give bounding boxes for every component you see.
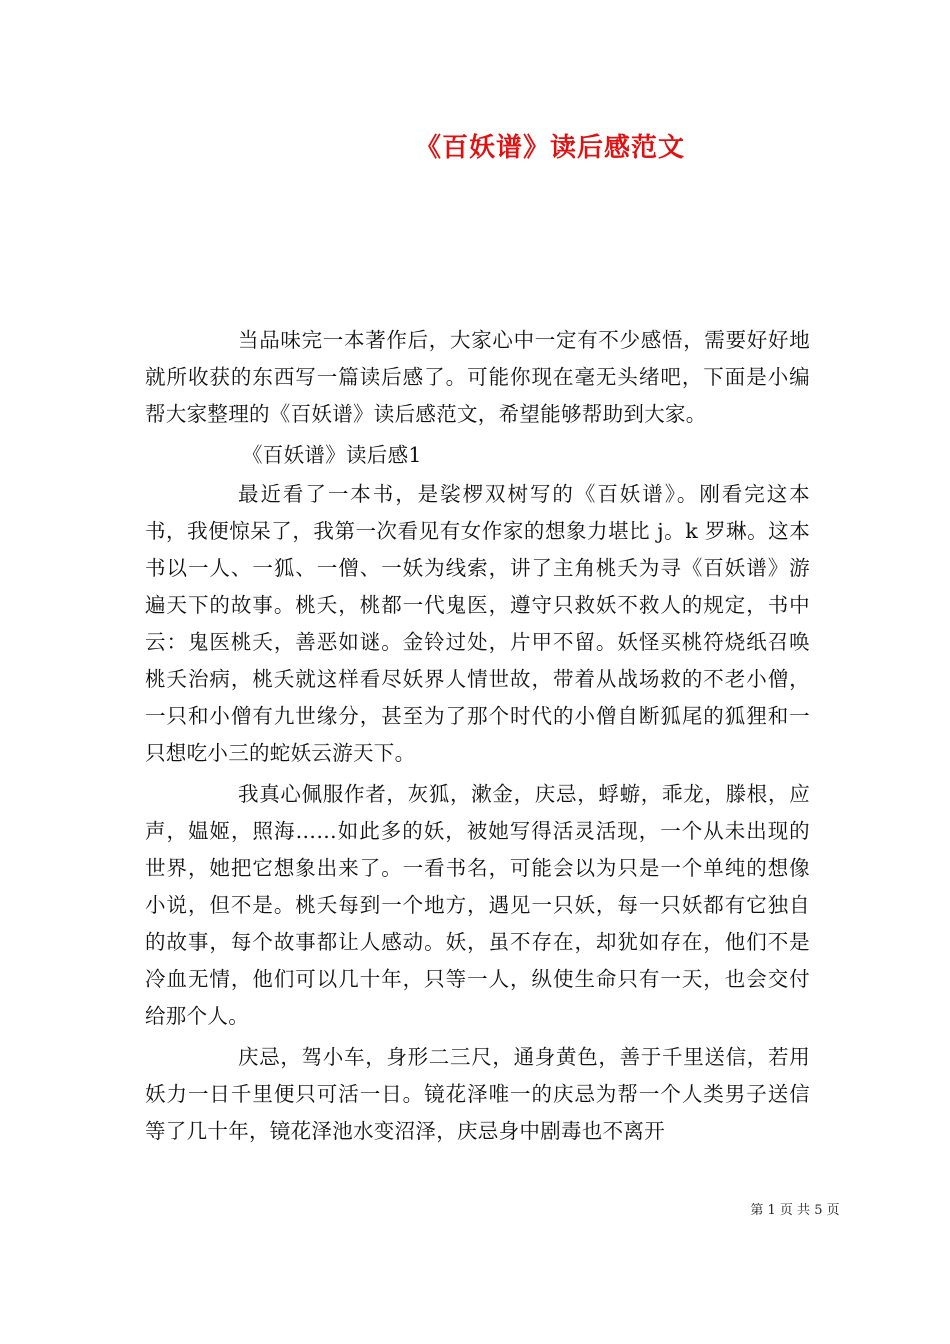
- document-body: [145, 322, 810, 1154]
- intro-paragraph: 当品味完一本著作后，大家心中一定有不少感悟，需要好好地就所收获的东西写一篇读后感了。可能你现在毫无头绪吧，下面是小编帮大家整理的《百妖谱》读后感范文，希望能够帮助到大家。: [145, 328, 810, 426]
- section-heading: 《百妖谱》读后感1: [242, 443, 422, 467]
- body-paragraph: 我真心佩服作者，灰狐，漱金，庆忌，蜉蝣，乖龙，滕根，应声，媪姬，照海……如此多的妖，被她写得活灵活现，一个从未出现的世界，她把它想象出来了。一看书名，可能会以为只是一个单纯的想像小说，但不是。桃夭每到一个地方，遇见一只妖，每一只妖都有它独自的故事，每个故事都让人感动。妖，虽不存在，却犹如存在，他们不是冷血无情，他们可以几十年，只等一人，纵使生命只有一天，也会交付给那个人。: [145, 782, 810, 1028]
- page-title: 《百妖谱》读后感范文: [414, 133, 685, 163]
- body-paragraph: 最近看了一本书，是裟椤双树写的《百妖谱》。刚看完这本书，我便惊呆了，我第一次看见有女作家的想象力堪比 j。k 罗琳。这本书以一人、一狐、一僧、一妖为线索，讲了主角桃夭为寻《百妖谱》游遍天下的故事。桃夭，桃都一代鬼医，遵守只救妖不救人的规定，书中云：鬼医桃夭，善恶如谜。金铃过处，片甲不留。妖怪买桃符烧纸召唤桃夭治病，桃夭就这样看尽妖界人情世故，带着从战场救的不老小僧，一只和小僧有九世缘分，甚至为了那个时代的小僧自断狐尾的狐狸和一只想吃小三的蛇妖云游天下。: [145, 482, 810, 765]
- page-footer: 第 1 页 共 5 页: [750, 1203, 840, 1218]
- body-paragraph: 庆忌，驾小车，身形二三尺，通身黄色，善于千里送信，若用妖力一日千里便只可活一日。镜花泽唯一的庆忌为帮一个人类男子送信等了几十年，镜花泽池水变沼泽，庆忌身中剧毒也不离开: [145, 1045, 810, 1143]
